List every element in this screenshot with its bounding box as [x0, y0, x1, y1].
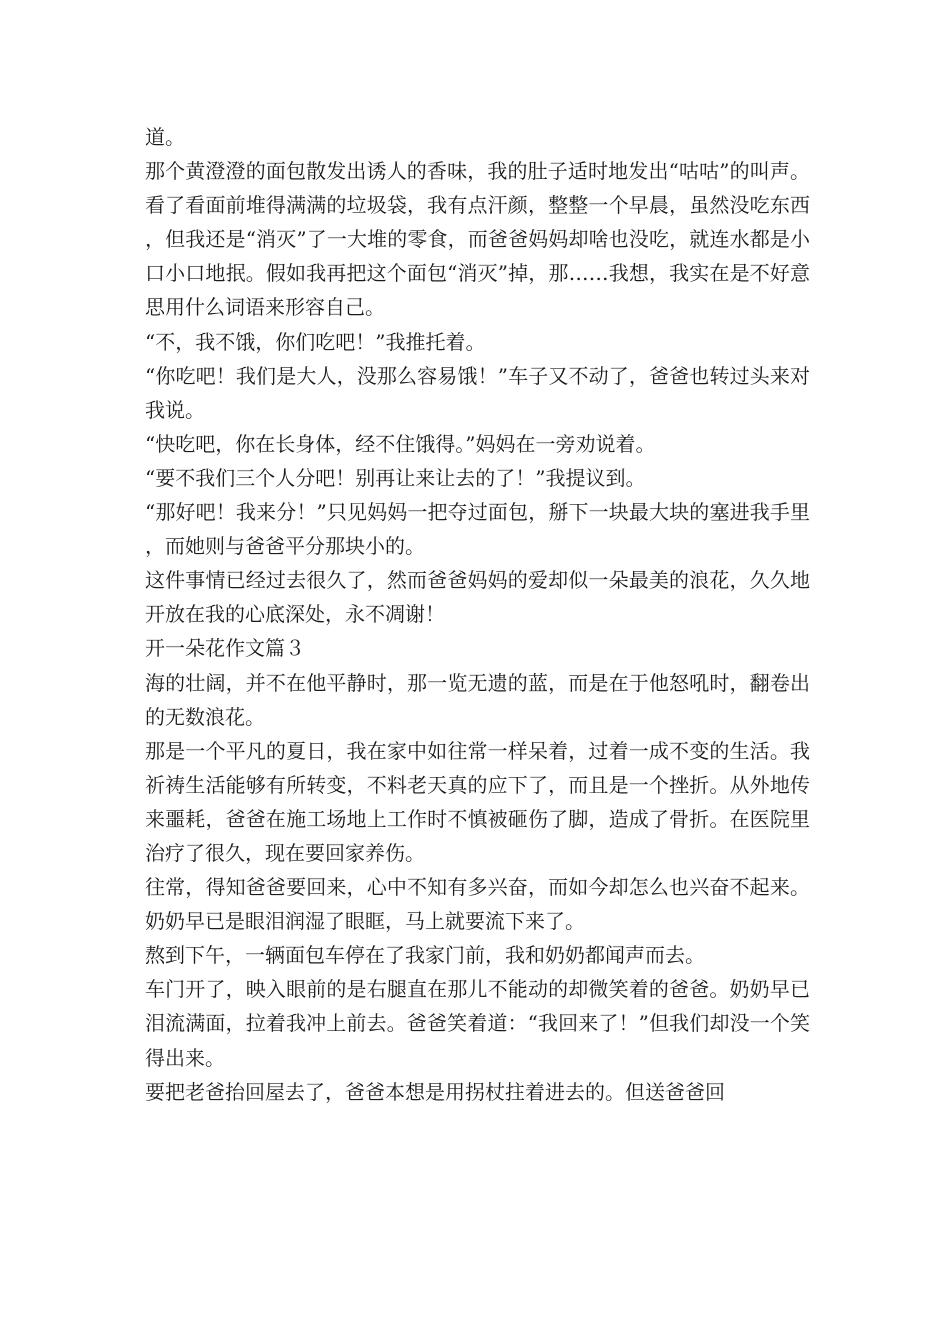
paragraph: “那好吧！我来分！”只见妈妈一把夺过面包，掰下一块最大块的塞进我手里，而她则与爸爸平分那块小的。: [145, 500, 810, 559]
paragraph: 道。: [145, 125, 185, 149]
paragraph: “快吃吧，你在长身体，经不住饿得。”妈妈在一旁劝说着。: [145, 431, 656, 456]
paragraph: 往常，得知爸爸要回来，心中不知有多兴奋，而如今却怎么也兴奋不起来。奶奶早已是眼泪润湿了眼眶，马上就要流下来了。: [145, 875, 810, 934]
paragraph: 要把老爸抬回屋去了，爸爸本想是用拐杖拄着进去的。但送爸爸回: [145, 1079, 725, 1104]
paragraph: 那是一个平凡的夏日，我在家中如往常一样呆着，过着一成不变的生活。我祈祷生活能够有所转变，不料老天真的应下了，而且是一个挫折。从外地传来噩耗，爸爸在施工场地上工作时不慎被砸伤了脚，造成了骨折。在医院里治疗了很久，现在要回家养伤。: [145, 738, 810, 865]
paragraph: 海的壮阔，并不在他平静时，那一览无遗的蓝，而是在于他怒吼时，翻卷出的无数浪花。: [145, 670, 810, 729]
paragraph: 那个黄澄澄的面包散发出诱人的香味，我的肚子适时地发出“咕咕”的叫声。看了看面前堆得满满的垃圾袋，我有点汗颜，整整一个早晨，虽然没吃东西，但我还是“消灭”了一大堆的零食，而爸爸妈妈却啥也没吃，就连水都是小口小口地抿。假如我再把这个面包“消灭”掉，那……我想，我实在是不好意思用什么词语来形容自己。: [145, 159, 810, 320]
paragraph: 熬到下午，一辆面包车停在了我家门前，我和奶奶都闻声而去。: [145, 943, 705, 968]
paragraph: 车门开了，映入眼前的是右腿直在那儿不能动的却微笑着的爸爸。奶奶早已泪流满面，拉着我冲上前去。爸爸笑着道：“我回来了！”但我们却没一个笑得出来。: [145, 977, 810, 1070]
document-body: [145, 120, 810, 1109]
paragraph: “你吃吧！我们是大人，没那么容易饿！”车子又不动了，爸爸也转过头来对我说。: [145, 363, 810, 422]
paragraph: “要不我们三个人分吧！别再让来让去的了！”我提议到。: [145, 465, 646, 490]
section-heading: 开一朵花作文篇３: [145, 636, 305, 661]
paragraph: “不，我不饿，你们吃吧！”我推托着。: [145, 329, 486, 354]
paragraph: 这件事情已经过去很久了，然而爸爸妈妈的爱却似一朵最美的浪花，久久地开放在我的心底深处，永不凋谢！: [145, 568, 810, 627]
